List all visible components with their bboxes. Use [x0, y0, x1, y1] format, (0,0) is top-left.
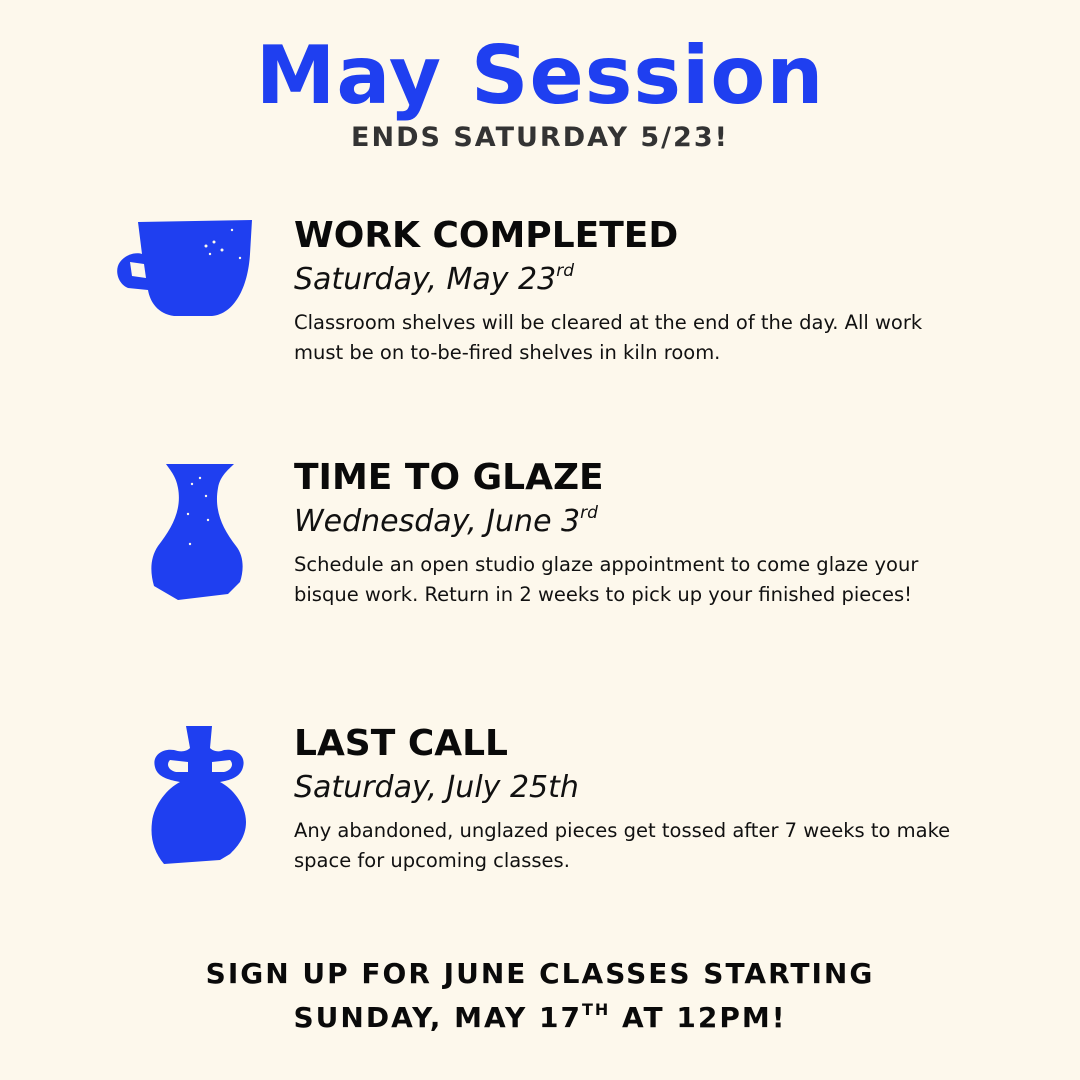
signup-line-1: SIGN UP FOR JUNE CLASSES STARTING — [205, 957, 875, 990]
section-title: LAST CALL — [294, 723, 508, 764]
jug-icon — [150, 726, 250, 866]
section-body: Any abandoned, unglazed pieces get tossed after 7 weeks to make space for upcoming classes. — [294, 819, 951, 872]
section-last-call — [294, 722, 974, 876]
signup-line-2: SUNDAY, MAY 17TH AT 12PM! — [293, 1000, 787, 1034]
signup-callout — [0, 952, 1080, 1040]
page-title: May Session — [255, 29, 825, 122]
section-work-completed — [294, 214, 974, 368]
section-body: Classroom shelves will be cleared at the end of the day. All work must be on to-be-fired shelves in kiln room. — [294, 311, 923, 364]
section-title: WORK COMPLETED — [294, 215, 679, 256]
section-date: Saturday, May 23rd — [294, 261, 574, 297]
page-subtitle: ENDS SATURDAY 5/23! — [351, 122, 729, 153]
mug-icon — [114, 218, 256, 320]
section-body: Schedule an open studio glaze appointment to come glaze your bisque work. Return in 2 weeks to pick up your finished pieces! — [294, 553, 919, 606]
section-date: Saturday, July 25th — [294, 770, 579, 805]
section-title: TIME TO GLAZE — [294, 457, 604, 498]
section-time-to-glaze — [294, 456, 974, 610]
vase-icon — [148, 462, 248, 602]
section-date: Wednesday, June 3rd — [294, 503, 598, 539]
